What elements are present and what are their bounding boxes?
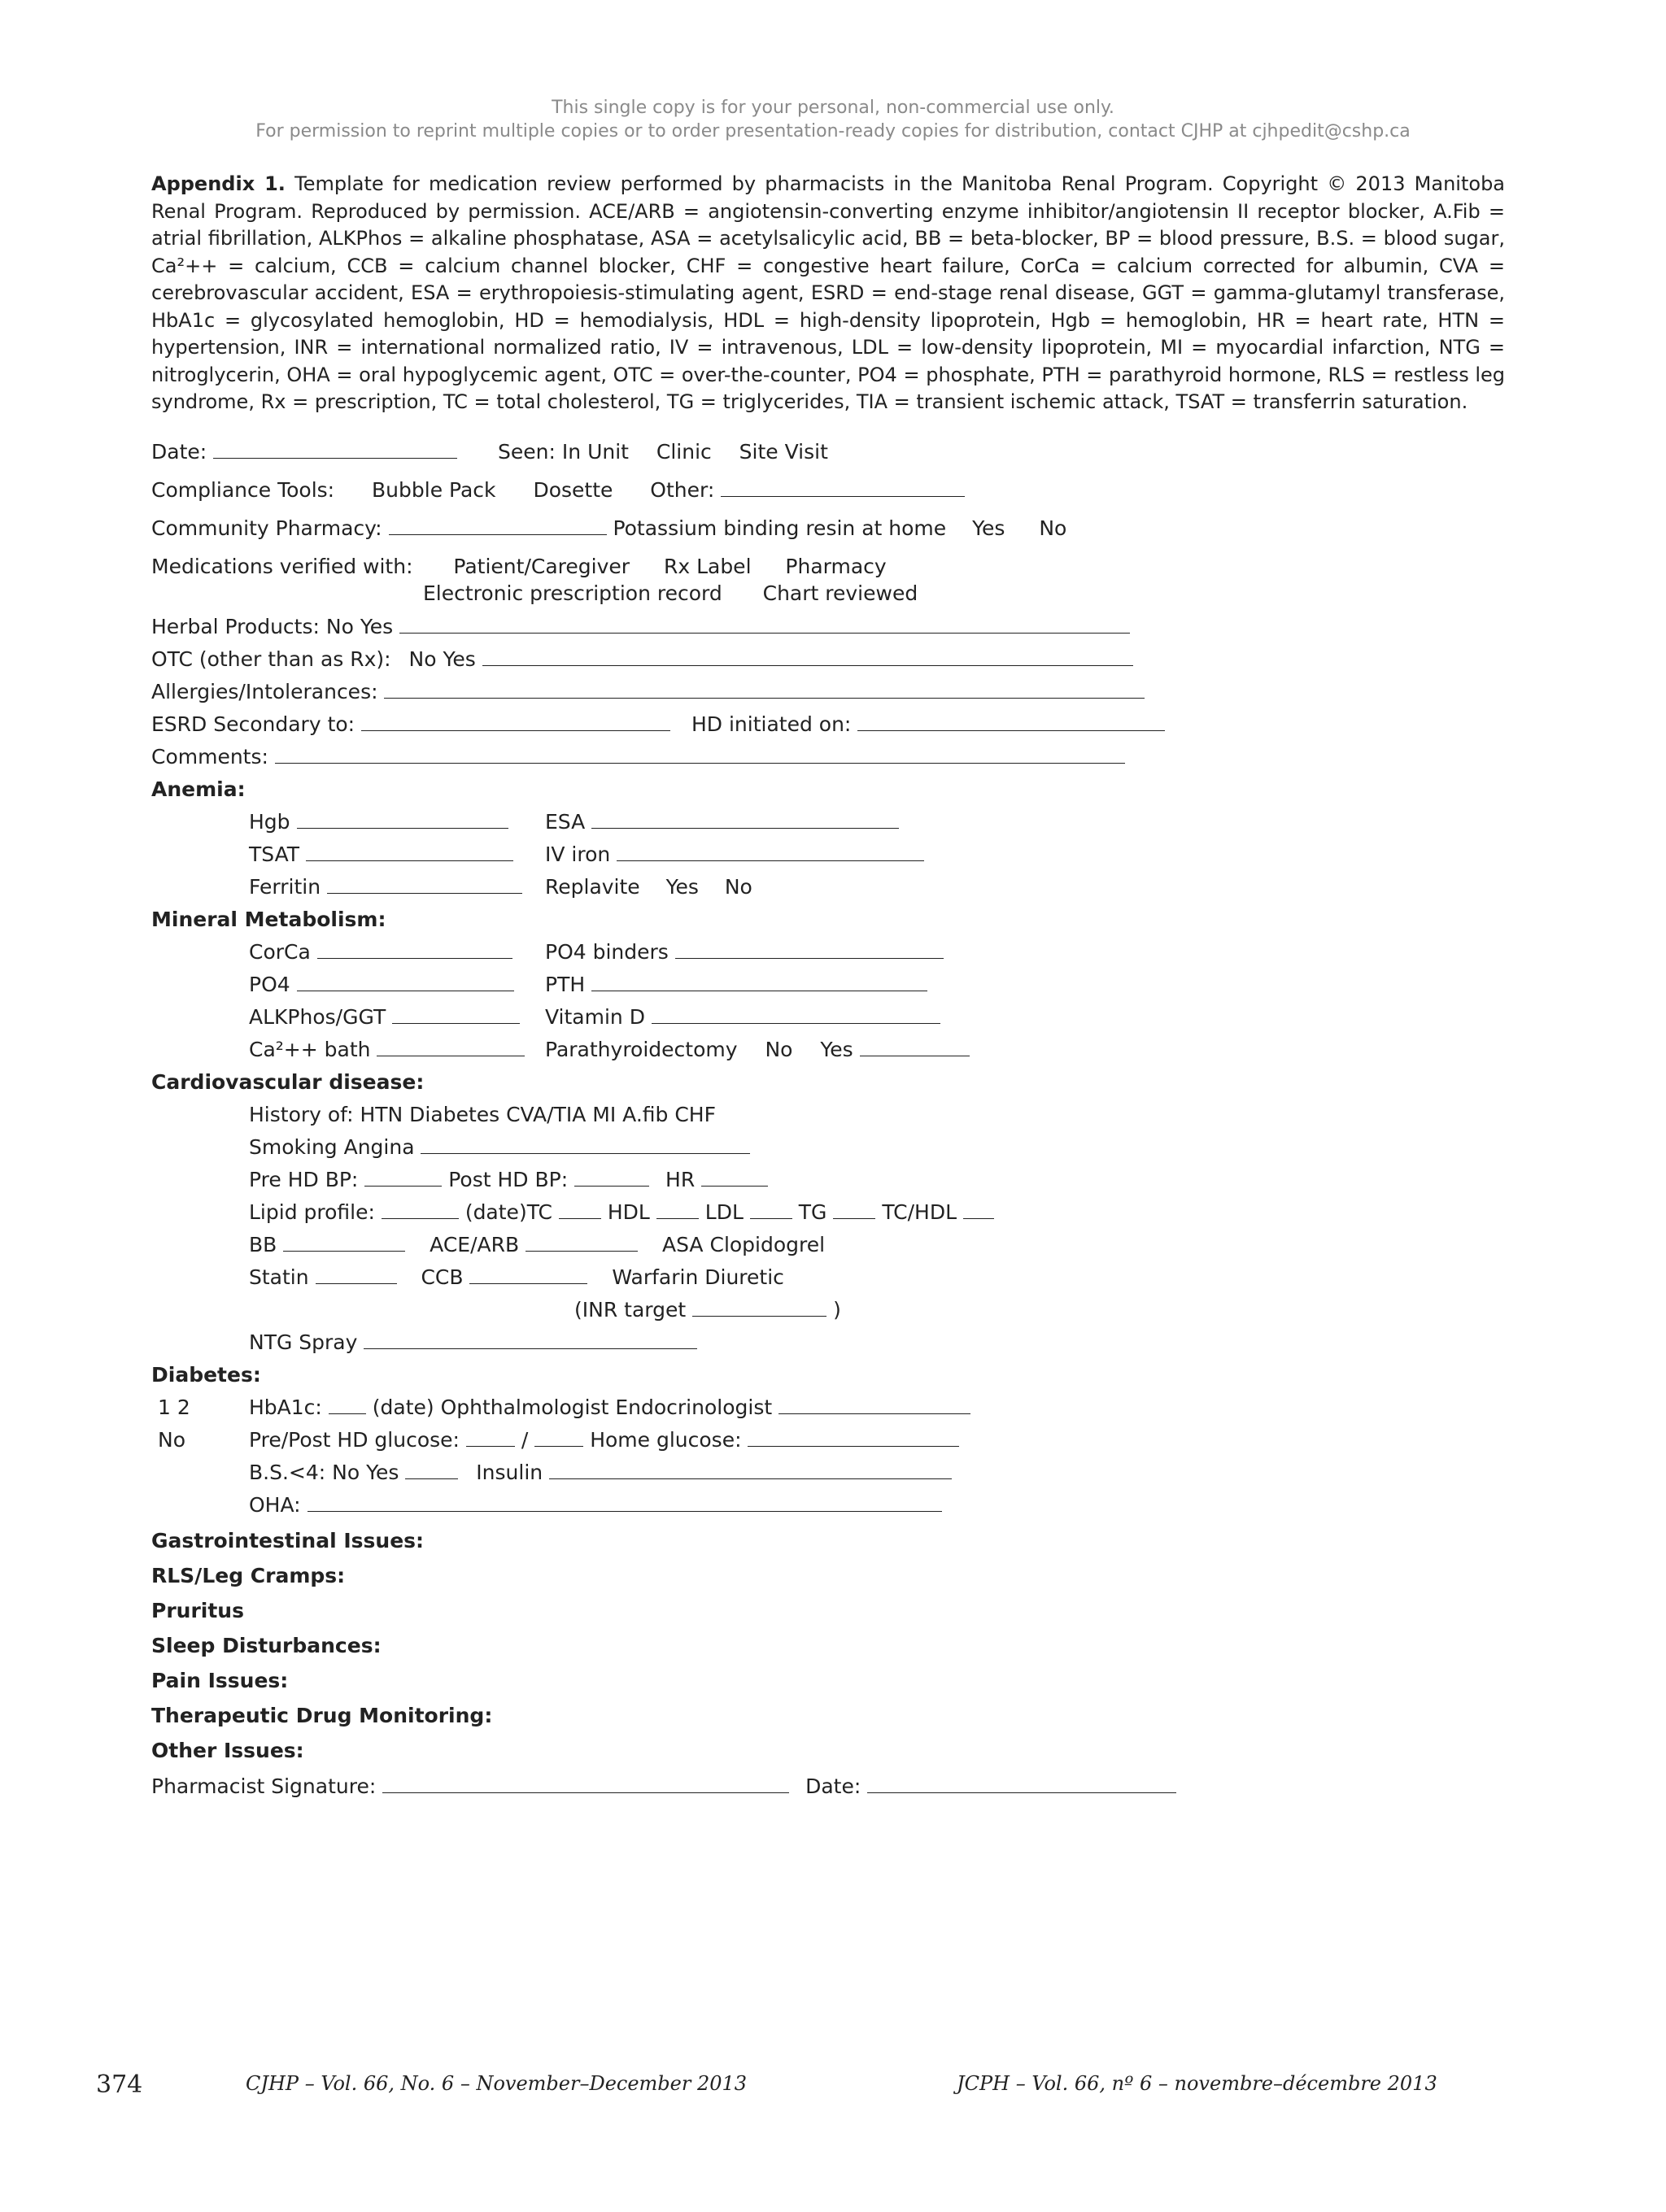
tg-field[interactable] bbox=[833, 1200, 875, 1219]
sleep-heading: Sleep Disturbances: bbox=[151, 1634, 382, 1657]
pre-post-glucose-label: Pre/Post HD glucose: bbox=[249, 1428, 460, 1452]
copy-notice: This single copy is for your personal, non-commercial use only. bbox=[552, 98, 1114, 118]
hgb-label: Hgb bbox=[249, 810, 290, 834]
date-seen-row bbox=[151, 440, 828, 464]
seen-in-unit-option[interactable]: In Unit bbox=[561, 440, 629, 464]
signature-field[interactable] bbox=[382, 1774, 789, 1793]
glucose-row bbox=[249, 1428, 959, 1452]
smoking-angina-field[interactable] bbox=[421, 1135, 750, 1154]
otc-label: OTC (other than as Rx): bbox=[151, 647, 391, 671]
hd-initiated-label: HD initiated on: bbox=[691, 712, 852, 736]
alkphos-field[interactable] bbox=[392, 1005, 520, 1024]
community-row bbox=[151, 516, 1066, 541]
pre-glucose-field[interactable] bbox=[466, 1428, 515, 1447]
comments-field[interactable] bbox=[275, 745, 1125, 764]
ntg-row bbox=[249, 1330, 697, 1355]
vitamin-d-row bbox=[545, 1005, 940, 1030]
ace-arb-field[interactable] bbox=[526, 1233, 638, 1252]
appendix-text: Template for medication review performed by pharmacists in the Manitoba Renal Program. Copyright © 2013 Manitoba Renal Program. Reproduced by permission. ACE/ARB = angiotensin-converting enzyme inhibitor/angiotensin II receptor blocker, A.Fib = atrial fibrillation, ALKPhos = alkaline phosphatase, ASA = acetylsalicylic acid, BB = beta-blocker, BP = blood pressure, B.S. = blood sugar, Ca²++ = calcium, CCB = calcium channel blocker, CHF = congestive heart failure, CorCa = calcium corrected for albumin, CVA = cerebrovascular accident, ESA = erythropoiesis-stimulating agent, ESRD = end-stage renal disease, GGT = gamma-glutamyl transferase, HbA1c = glycosylated hemoglobin, HD = hemodialysis, HDL = high-density lipoprotein, Hgb = hemoglobin, HR = heart rate, HTN = hypertension, INR = international normalized ratio, IV = intravenous, LDL = low-density lipoprotein, MI = myocardial infarction, NTG = nitroglycerin, OHA = oral hypoglycemic agent, OTC = over-the-counter, PO4 = phosphate, PTH = parathyroid hormone, RLS = restless leg syndrome, Rx = prescription, TC = total cholesterol, TG = triglycerides, TIA = transient ischemic attack, TSAT = transferrin saturation. bbox=[151, 172, 1506, 413]
oha-field[interactable] bbox=[307, 1493, 942, 1512]
lipid-date-field[interactable] bbox=[382, 1200, 459, 1219]
date-tc-label: (date)TC bbox=[464, 1200, 552, 1224]
corca-row bbox=[249, 940, 512, 964]
pre-hd-bp-label: Pre HD BP: bbox=[249, 1168, 359, 1191]
endocrinologist-field[interactable] bbox=[778, 1396, 970, 1414]
esa-row bbox=[545, 810, 899, 834]
compliance-other-field[interactable] bbox=[721, 478, 965, 497]
alkphos-label: ALKPhos/GGT bbox=[249, 1005, 386, 1029]
meds-pharmacy-option[interactable]: Pharmacy bbox=[785, 555, 887, 578]
po4-binders-field[interactable] bbox=[675, 940, 944, 959]
bs-row bbox=[249, 1461, 952, 1485]
ca-bath-field[interactable] bbox=[377, 1038, 525, 1056]
diabetes-no-option[interactable]: No bbox=[158, 1428, 185, 1452]
corca-field[interactable] bbox=[317, 940, 512, 959]
parathyroidectomy-label: Parathyroidectomy bbox=[545, 1038, 738, 1061]
hdl-field[interactable] bbox=[656, 1200, 699, 1219]
ldl-field[interactable] bbox=[750, 1200, 792, 1219]
herbal-row bbox=[151, 615, 1130, 639]
signature-date-label: Date: bbox=[805, 1774, 861, 1798]
ferritin-row bbox=[249, 875, 522, 899]
pth-field[interactable] bbox=[591, 973, 927, 991]
community-label: Community Pharmacy: bbox=[151, 516, 382, 540]
compliance-dosette-option[interactable]: Dosette bbox=[533, 478, 613, 502]
parathyroidectomy-row bbox=[545, 1038, 970, 1062]
replavite-label: Replavite bbox=[545, 875, 640, 899]
potassium-yes-option[interactable]: Yes bbox=[972, 516, 1005, 540]
ccb-field[interactable] bbox=[469, 1265, 587, 1284]
post-hd-bp-field[interactable] bbox=[574, 1168, 649, 1187]
signature-row bbox=[151, 1774, 1176, 1799]
potassium-label: Potassium binding resin at home bbox=[613, 516, 947, 540]
glucose-slash: / bbox=[521, 1428, 529, 1452]
tdm-heading: Therapeutic Drug Monitoring: bbox=[151, 1704, 493, 1727]
signature-label: Pharmacist Signature: bbox=[151, 1774, 377, 1798]
hd-initiated-field[interactable] bbox=[857, 712, 1165, 731]
allergies-field[interactable] bbox=[384, 680, 1145, 699]
esa-label: ESA bbox=[545, 810, 586, 834]
hba1c-row bbox=[249, 1396, 970, 1420]
esrd-label: ESRD Secondary to: bbox=[151, 712, 355, 736]
otc-field[interactable] bbox=[482, 647, 1133, 666]
iv-iron-row bbox=[545, 843, 924, 867]
insulin-field[interactable] bbox=[549, 1461, 952, 1479]
post-hd-bp-label: Post HD BP: bbox=[448, 1168, 569, 1191]
other-heading: Other Issues: bbox=[151, 1739, 304, 1762]
tsat-label: TSAT bbox=[249, 843, 300, 866]
herbal-no-option[interactable]: No bbox=[325, 615, 354, 638]
comments-label: Comments: bbox=[151, 745, 268, 769]
oha-row bbox=[249, 1493, 942, 1517]
compliance-label: Compliance Tools: bbox=[151, 478, 335, 502]
footer-left: CJHP – Vol. 66, No. 6 – November–December 2013 bbox=[246, 2072, 748, 2095]
pth-label: PTH bbox=[545, 973, 586, 996]
po4-field[interactable] bbox=[297, 973, 514, 991]
date-field[interactable] bbox=[213, 440, 457, 459]
tc-field[interactable] bbox=[559, 1200, 601, 1219]
iv-iron-field[interactable] bbox=[617, 843, 924, 861]
po4-binders-row bbox=[545, 940, 944, 964]
tsat-field[interactable] bbox=[306, 843, 513, 861]
tg-label: TG bbox=[798, 1200, 827, 1224]
bb-label: BB bbox=[249, 1233, 277, 1256]
esa-field[interactable] bbox=[591, 810, 899, 829]
meds-electronic-option[interactable]: Electronic prescription record bbox=[423, 581, 722, 605]
appendix-caption bbox=[151, 171, 1505, 416]
bp-row bbox=[249, 1168, 768, 1192]
compliance-other-label: Other: bbox=[650, 478, 715, 502]
diabetes-type-option[interactable]: 1 2 bbox=[158, 1396, 190, 1419]
pain-heading: Pain Issues: bbox=[151, 1669, 289, 1692]
statin-field[interactable] bbox=[316, 1265, 397, 1284]
hgb-row bbox=[249, 810, 508, 834]
replavite-row bbox=[545, 875, 752, 899]
community-pharmacy-field[interactable] bbox=[389, 516, 607, 535]
tsat-row bbox=[249, 843, 513, 867]
insulin-label: Insulin bbox=[476, 1461, 543, 1484]
hr-label: HR bbox=[665, 1168, 696, 1191]
potassium-no-option[interactable]: No bbox=[1039, 516, 1067, 540]
pth-row bbox=[545, 973, 927, 997]
parathyroidectomy-field[interactable] bbox=[860, 1038, 970, 1056]
warfarin-diuretic-label[interactable]: Warfarin Diuretic bbox=[612, 1265, 784, 1289]
hdl-label: HDL bbox=[607, 1200, 650, 1224]
parathyroidectomy-yes-option[interactable]: Yes bbox=[820, 1038, 853, 1061]
herbal-field[interactable] bbox=[399, 615, 1130, 634]
signature-date-field[interactable] bbox=[867, 1774, 1176, 1793]
rls-heading: RLS/Leg Cramps: bbox=[151, 1564, 346, 1587]
home-glucose-label: Home glucose: bbox=[590, 1428, 742, 1452]
bb-field[interactable] bbox=[283, 1233, 405, 1252]
bs-field[interactable] bbox=[405, 1461, 458, 1479]
home-glucose-field[interactable] bbox=[748, 1428, 959, 1447]
footer-right: JCPH – Vol. 66, nº 6 – novembre–décembre 2013 bbox=[957, 2072, 1437, 2095]
ccb-label: CCB bbox=[421, 1265, 464, 1289]
diabetes-heading: Diabetes: bbox=[151, 1363, 261, 1387]
compliance-row bbox=[151, 478, 965, 503]
tc-hdl-field[interactable] bbox=[963, 1200, 994, 1219]
smoking-angina-label[interactable]: Smoking Angina bbox=[249, 1135, 415, 1159]
allergies-row bbox=[151, 680, 1145, 704]
seen-site-visit-option[interactable]: Site Visit bbox=[739, 440, 828, 464]
post-glucose-field[interactable] bbox=[534, 1428, 583, 1447]
tc-hdl-label: TC/HDL bbox=[882, 1200, 957, 1224]
ntg-label: NTG Spray bbox=[249, 1330, 358, 1354]
otc-yes-option[interactable]: Yes bbox=[443, 647, 476, 671]
inr-row bbox=[574, 1298, 841, 1322]
parathyroidectomy-no-option[interactable]: No bbox=[765, 1038, 793, 1061]
pre-hd-bp-field[interactable] bbox=[364, 1168, 442, 1187]
herbal-yes-option[interactable]: Yes bbox=[360, 615, 394, 638]
esrd-row bbox=[151, 712, 1165, 737]
bs-label[interactable]: B.S.<4: No Yes bbox=[249, 1461, 399, 1484]
history-row[interactable]: History of: HTN Diabetes CVA/TIA MI A.fib CHF bbox=[249, 1103, 716, 1126]
page-number: 374 bbox=[96, 2070, 143, 2099]
meds-verified-row-2 bbox=[423, 581, 918, 606]
corca-label: CorCa bbox=[249, 940, 311, 964]
otc-row bbox=[151, 647, 1133, 672]
meds-verified-row bbox=[151, 555, 887, 579]
inr-target-label: (INR target bbox=[574, 1298, 687, 1322]
replavite-yes-option[interactable]: Yes bbox=[665, 875, 699, 899]
iv-iron-label: IV iron bbox=[545, 843, 611, 866]
meds-label: Medications verified with: bbox=[151, 555, 413, 578]
seen-label: Seen: bbox=[498, 440, 556, 464]
statin-label: Statin bbox=[249, 1265, 309, 1289]
anemia-heading: Anemia: bbox=[151, 777, 246, 801]
meds-rx-label-option[interactable]: Rx Label bbox=[663, 555, 752, 578]
pruritus-heading: Pruritus bbox=[151, 1599, 244, 1622]
esrd-field[interactable] bbox=[361, 712, 670, 731]
lipid-row bbox=[249, 1200, 994, 1225]
bb-row bbox=[249, 1233, 825, 1257]
statin-row bbox=[249, 1265, 784, 1290]
ace-arb-label: ACE/ARB bbox=[430, 1233, 520, 1256]
vitamin-d-field[interactable] bbox=[652, 1005, 940, 1024]
po4-row bbox=[249, 973, 514, 997]
po4-binders-label: PO4 binders bbox=[545, 940, 669, 964]
ca-bath-row bbox=[249, 1038, 525, 1062]
ferritin-field[interactable] bbox=[327, 875, 522, 894]
seen-clinic-option[interactable]: Clinic bbox=[656, 440, 712, 464]
ntg-field[interactable] bbox=[364, 1330, 697, 1349]
compliance-bubble-option[interactable]: Bubble Pack bbox=[372, 478, 496, 502]
otc-no-option[interactable]: No bbox=[408, 647, 437, 671]
inr-target-field[interactable] bbox=[692, 1298, 826, 1317]
meds-patient-option[interactable]: Patient/Caregiver bbox=[453, 555, 630, 578]
herbal-label: Herbal Products: bbox=[151, 615, 320, 638]
hba1c-label: HbA1c: bbox=[249, 1396, 322, 1419]
oha-label: OHA: bbox=[249, 1493, 301, 1517]
comments-row bbox=[151, 745, 1125, 769]
replavite-no-option[interactable]: No bbox=[724, 875, 752, 899]
alkphos-row bbox=[249, 1005, 520, 1030]
meds-chart-option[interactable]: Chart reviewed bbox=[762, 581, 918, 605]
mineral-heading: Mineral Metabolism: bbox=[151, 908, 386, 931]
hba1c-rest-label[interactable]: (date) Ophthalmologist Endocrinologist bbox=[372, 1396, 773, 1419]
asa-clopidogrel-label[interactable]: ASA Clopidogrel bbox=[662, 1233, 826, 1256]
gi-heading: Gastrointestinal Issues: bbox=[151, 1529, 425, 1552]
hba1c-field[interactable] bbox=[329, 1396, 366, 1414]
appendix-label: Appendix 1. bbox=[151, 172, 286, 195]
ferritin-label: Ferritin bbox=[249, 875, 321, 899]
ca-bath-label: Ca²++ bath bbox=[249, 1038, 371, 1061]
allergies-label: Allergies/Intolerances: bbox=[151, 680, 378, 703]
hgb-field[interactable] bbox=[297, 810, 508, 829]
po4-label: PO4 bbox=[249, 973, 290, 996]
lipid-label: Lipid profile: bbox=[249, 1200, 375, 1224]
date-label: Date: bbox=[151, 440, 207, 464]
cardio-heading: Cardiovascular disease: bbox=[151, 1070, 425, 1094]
ldl-label: LDL bbox=[704, 1200, 744, 1224]
inr-target-close: ) bbox=[833, 1298, 841, 1322]
smoking-row bbox=[249, 1135, 750, 1160]
permission-notice: For permission to reprint multiple copies or to order presentation-ready copies for distribution, contact CJHP at cjhpedit@cshp.ca bbox=[255, 121, 1411, 142]
vitamin-d-label: Vitamin D bbox=[545, 1005, 645, 1029]
hr-field[interactable] bbox=[701, 1168, 768, 1187]
